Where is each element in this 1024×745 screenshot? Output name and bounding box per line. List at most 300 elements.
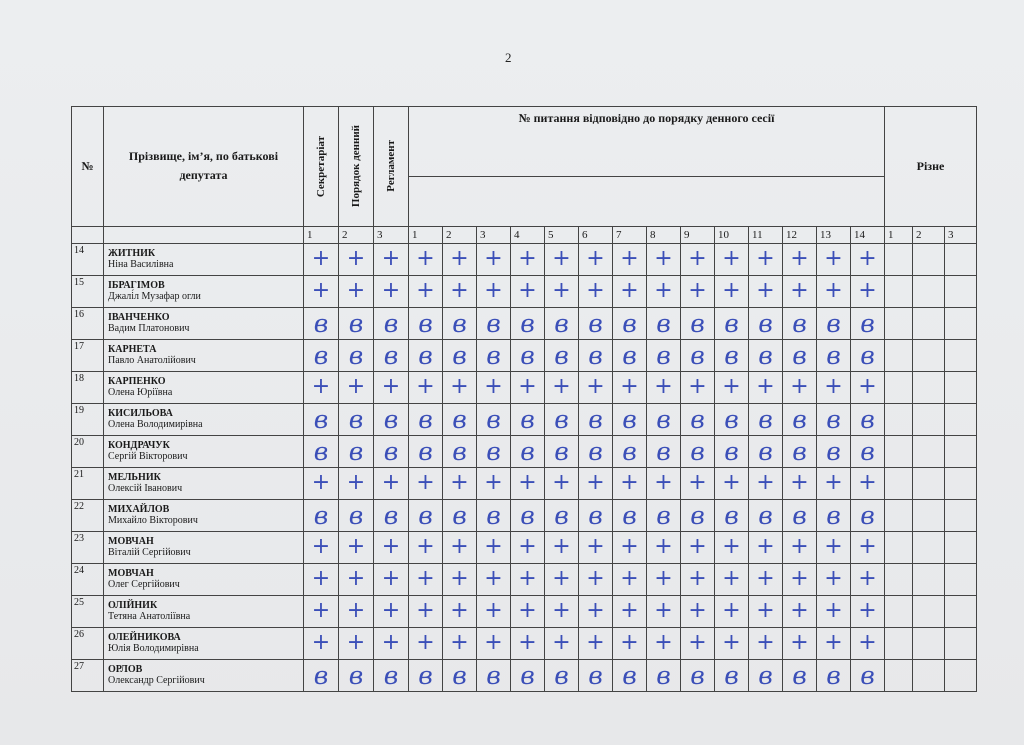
vote-mark: +	[374, 563, 409, 595]
deputy-name	[104, 243, 304, 275]
vote-mark: +	[304, 243, 339, 275]
vote-mark: +	[783, 371, 817, 403]
vote-mark: в	[477, 403, 511, 435]
vote-mark: в	[477, 659, 511, 691]
vote-mark: в	[339, 307, 374, 339]
misc-cell	[945, 499, 977, 531]
vote-mark: в	[681, 435, 715, 467]
vote-mark: +	[374, 595, 409, 627]
vote-mark: в	[851, 307, 885, 339]
vote-mark: в	[545, 499, 579, 531]
vote-mark: +	[715, 467, 749, 499]
vote-mark: в	[749, 403, 783, 435]
vote-mark: +	[339, 275, 374, 307]
vote-mark: +	[477, 467, 511, 499]
vote-mark: +	[339, 595, 374, 627]
deputy-name	[104, 531, 304, 563]
table-row	[72, 627, 977, 659]
vote-mark: в	[511, 499, 545, 531]
vote-mark: в	[783, 307, 817, 339]
vote-mark: в	[681, 499, 715, 531]
vote-mark: +	[681, 275, 715, 307]
vote-mark: +	[374, 531, 409, 563]
vote-mark: +	[647, 275, 681, 307]
vote-mark: в	[647, 307, 681, 339]
vote-mark: в	[477, 435, 511, 467]
vote-mark: +	[304, 371, 339, 403]
vote-mark: в	[443, 339, 477, 371]
vote-mark: в	[579, 659, 613, 691]
deputy-surname: ІВАНЧЕНКО	[108, 311, 170, 323]
vote-mark: в	[851, 339, 885, 371]
header-misc: Різне	[885, 107, 977, 227]
vote-mark: +	[443, 563, 477, 595]
deputy-given-name: Олена Володимирівна	[108, 419, 203, 430]
vote-mark: в	[409, 659, 443, 691]
vote-mark: +	[477, 627, 511, 659]
vote-mark: в	[817, 659, 851, 691]
vote-mark: +	[783, 595, 817, 627]
deputy-given-name: Олег Сергійович	[108, 579, 180, 590]
vote-mark: +	[545, 275, 579, 307]
misc-cell	[885, 339, 913, 371]
misc-cell	[945, 627, 977, 659]
vote-mark: в	[681, 659, 715, 691]
vote-mark: +	[443, 275, 477, 307]
vote-mark: в	[647, 499, 681, 531]
vote-mark: +	[749, 371, 783, 403]
deputy-surname: ОРЛОВ	[108, 663, 143, 675]
deputy-surname: МИХАЙЛОВ	[108, 503, 170, 515]
vote-mark: в	[783, 499, 817, 531]
vote-mark: +	[579, 371, 613, 403]
misc-cell	[913, 275, 945, 307]
vote-mark: +	[783, 627, 817, 659]
vote-mark: +	[477, 371, 511, 403]
header-name-line2: депутата	[179, 168, 228, 183]
table-row	[72, 243, 977, 275]
deputy-given-name: Ніна Василівна	[108, 259, 174, 270]
vote-mark: в	[783, 339, 817, 371]
row-number: 15	[72, 275, 104, 307]
vote-mark: +	[817, 275, 851, 307]
table-row	[72, 275, 977, 307]
table-row	[72, 435, 977, 467]
deputy-name	[104, 403, 304, 435]
vote-mark: в	[477, 339, 511, 371]
table-row	[72, 531, 977, 563]
vote-mark: +	[339, 243, 374, 275]
vote-mark: +	[647, 243, 681, 275]
vote-mark: +	[409, 371, 443, 403]
column-number: 5	[545, 226, 579, 243]
vote-mark: в	[817, 339, 851, 371]
misc-cell	[945, 563, 977, 595]
vote-mark: +	[647, 467, 681, 499]
row-number: 18	[72, 371, 104, 403]
vote-mark: в	[304, 499, 339, 531]
vote-mark: в	[817, 307, 851, 339]
vote-mark: в	[715, 403, 749, 435]
vote-mark: в	[851, 499, 885, 531]
vote-mark: +	[613, 531, 647, 563]
vote-mark: в	[647, 659, 681, 691]
vote-mark: +	[783, 467, 817, 499]
header-procedural-2: Порядок денний	[339, 107, 374, 227]
vote-mark: +	[579, 467, 613, 499]
deputy-given-name: Сергій Вікторович	[108, 451, 188, 462]
vote-mark: +	[374, 243, 409, 275]
deputy-surname: ОЛІЙНИК	[108, 599, 158, 611]
deputy-given-name: Павло Анатолійович	[108, 355, 196, 366]
vote-mark: в	[409, 499, 443, 531]
deputy-name	[104, 339, 304, 371]
misc-cell	[885, 371, 913, 403]
vote-mark: в	[715, 307, 749, 339]
vote-mark: в	[339, 403, 374, 435]
misc-cell	[913, 531, 945, 563]
header-name-line1: Прізвище, ім’я, по батькові	[128, 149, 279, 164]
vote-mark: +	[817, 531, 851, 563]
vote-mark: +	[783, 243, 817, 275]
deputy-given-name: Юлія Володимирівна	[108, 643, 199, 654]
deputy-given-name: Михайло Вікторович	[108, 515, 198, 526]
vote-mark: в	[409, 307, 443, 339]
deputy-surname: КОНДРАЧУК	[108, 439, 170, 451]
vote-mark: +	[545, 563, 579, 595]
column-number: 3	[945, 226, 977, 243]
misc-cell	[945, 275, 977, 307]
vote-mark: в	[579, 403, 613, 435]
vote-mark: +	[715, 371, 749, 403]
vote-mark: в	[613, 499, 647, 531]
misc-cell	[913, 403, 945, 435]
misc-cell	[885, 403, 913, 435]
vote-mark: в	[579, 435, 613, 467]
vote-mark: в	[304, 339, 339, 371]
misc-cell	[885, 243, 913, 275]
vote-mark: +	[409, 531, 443, 563]
column-number: 6	[579, 226, 613, 243]
column-number: 2	[443, 226, 477, 243]
misc-cell	[945, 467, 977, 499]
vote-mark: в	[443, 435, 477, 467]
vote-mark: +	[443, 531, 477, 563]
vote-mark: +	[477, 275, 511, 307]
row-number: 14	[72, 243, 104, 275]
vote-mark: +	[374, 275, 409, 307]
header-procedural-3: Регламент	[374, 107, 409, 227]
vote-mark: в	[749, 499, 783, 531]
vote-mark: +	[579, 563, 613, 595]
misc-cell	[913, 371, 945, 403]
vote-mark: +	[715, 243, 749, 275]
vote-mark: +	[339, 531, 374, 563]
vote-mark: +	[715, 563, 749, 595]
vote-mark: +	[443, 243, 477, 275]
vote-mark: в	[304, 307, 339, 339]
vote-mark: +	[613, 275, 647, 307]
vote-mark: +	[339, 467, 374, 499]
vote-mark: в	[443, 307, 477, 339]
misc-cell	[885, 499, 913, 531]
column-number: 7	[613, 226, 647, 243]
vote-mark: +	[613, 627, 647, 659]
vote-mark: +	[477, 531, 511, 563]
vote-mark: +	[304, 467, 339, 499]
vote-mark: в	[681, 307, 715, 339]
vote-mark: +	[374, 371, 409, 403]
misc-cell	[913, 339, 945, 371]
row-number: 23	[72, 531, 104, 563]
vote-mark: в	[647, 403, 681, 435]
deputy-name	[104, 595, 304, 627]
vote-mark: +	[851, 563, 885, 595]
vote-mark: +	[613, 371, 647, 403]
misc-cell	[913, 595, 945, 627]
column-number: 4	[511, 226, 545, 243]
vote-mark: в	[409, 403, 443, 435]
deputy-given-name: Олександр Сергійович	[108, 675, 205, 686]
deputy-surname: ОЛЕЙНИКОВА	[108, 631, 181, 643]
vote-mark: +	[749, 275, 783, 307]
vote-mark: +	[817, 595, 851, 627]
vote-mark: в	[749, 435, 783, 467]
vote-mark: +	[749, 563, 783, 595]
vote-mark: +	[681, 595, 715, 627]
vote-mark: в	[817, 499, 851, 531]
vote-mark: в	[681, 339, 715, 371]
vote-mark: в	[783, 659, 817, 691]
row-number: 21	[72, 467, 104, 499]
misc-cell	[913, 627, 945, 659]
vote-mark: в	[613, 307, 647, 339]
misc-cell	[945, 659, 977, 691]
vote-mark: в	[374, 307, 409, 339]
vote-mark: в	[749, 659, 783, 691]
vote-mark: в	[817, 435, 851, 467]
vote-mark: +	[304, 627, 339, 659]
vote-mark: в	[851, 659, 885, 691]
vote-mark: в	[715, 435, 749, 467]
vote-mark: +	[613, 243, 647, 275]
misc-cell	[945, 435, 977, 467]
deputy-given-name: Вадим Платонович	[108, 323, 190, 334]
vote-mark: +	[511, 243, 545, 275]
vote-mark: +	[477, 595, 511, 627]
deputy-surname: МОВЧАН	[108, 535, 154, 547]
misc-cell	[945, 307, 977, 339]
column-number: 12	[783, 226, 817, 243]
vote-mark: +	[545, 243, 579, 275]
misc-cell	[945, 243, 977, 275]
deputy-surname: КАРНЕТА	[108, 343, 157, 355]
misc-cell	[913, 499, 945, 531]
misc-cell	[885, 627, 913, 659]
misc-cell	[885, 307, 913, 339]
vote-mark: в	[511, 307, 545, 339]
column-number: 3	[477, 226, 511, 243]
vote-mark: в	[545, 659, 579, 691]
column-number: 1	[304, 226, 339, 243]
vote-mark: в	[477, 307, 511, 339]
vote-mark: +	[339, 627, 374, 659]
table-row	[72, 467, 977, 499]
column-number: 14	[851, 226, 885, 243]
vote-mark: в	[304, 403, 339, 435]
vote-mark: +	[511, 627, 545, 659]
misc-cell	[885, 467, 913, 499]
vote-mark: в	[304, 435, 339, 467]
misc-cell	[885, 435, 913, 467]
vote-mark: +	[339, 563, 374, 595]
row-number: 26	[72, 627, 104, 659]
vote-mark: +	[579, 595, 613, 627]
vote-mark: в	[851, 435, 885, 467]
vote-mark: в	[851, 403, 885, 435]
vote-mark: в	[443, 659, 477, 691]
vote-mark: +	[477, 563, 511, 595]
vote-mark: в	[817, 403, 851, 435]
vote-mark: в	[304, 659, 339, 691]
row-number: 17	[72, 339, 104, 371]
table-row	[72, 563, 977, 595]
vote-mark: +	[579, 275, 613, 307]
misc-cell	[913, 435, 945, 467]
vote-mark: +	[545, 627, 579, 659]
vote-mark: +	[851, 595, 885, 627]
deputy-surname: ЖИТНИК	[108, 247, 156, 259]
vote-mark: в	[339, 499, 374, 531]
vote-mark: в	[374, 339, 409, 371]
vote-mark: +	[304, 563, 339, 595]
vote-mark: +	[681, 627, 715, 659]
vote-mark: в	[545, 339, 579, 371]
vote-mark: +	[681, 467, 715, 499]
misc-cell	[945, 339, 977, 371]
vote-mark: в	[749, 339, 783, 371]
deputy-surname: КАРПЕНКО	[108, 375, 166, 387]
header-num: №	[72, 107, 104, 227]
vote-mark: +	[579, 243, 613, 275]
vote-mark: +	[443, 467, 477, 499]
deputy-surname: ІБРАГІМОВ	[108, 279, 165, 291]
table-row	[72, 403, 977, 435]
vote-mark: в	[511, 659, 545, 691]
deputy-given-name: Олексій Іванович	[108, 483, 183, 494]
vote-mark: +	[409, 563, 443, 595]
vote-mark: +	[339, 371, 374, 403]
vote-mark: +	[443, 595, 477, 627]
vote-mark: +	[647, 371, 681, 403]
deputy-given-name: Віталій Сергійович	[108, 547, 191, 558]
vote-mark: +	[511, 563, 545, 595]
vote-mark: +	[511, 531, 545, 563]
misc-cell	[885, 659, 913, 691]
table-row	[72, 499, 977, 531]
deputy-name	[104, 467, 304, 499]
misc-cell	[945, 595, 977, 627]
header-name	[104, 107, 304, 227]
vote-mark: +	[715, 275, 749, 307]
vote-mark: в	[647, 339, 681, 371]
vote-mark: в	[749, 307, 783, 339]
misc-cell	[945, 531, 977, 563]
vote-mark: +	[545, 371, 579, 403]
misc-cell	[945, 403, 977, 435]
misc-cell	[913, 467, 945, 499]
vote-mark: +	[851, 243, 885, 275]
deputy-surname: МЕЛЬНИК	[108, 471, 161, 483]
vote-mark: +	[545, 595, 579, 627]
page-number: 2	[505, 50, 512, 65]
header-agenda-blank	[409, 126, 885, 176]
vote-mark: +	[579, 531, 613, 563]
row-number: 22	[72, 499, 104, 531]
vote-mark: в	[613, 659, 647, 691]
vote-mark: +	[715, 531, 749, 563]
column-number: 3	[374, 226, 409, 243]
row-number: 25	[72, 595, 104, 627]
vote-mark: в	[579, 499, 613, 531]
vote-mark: в	[409, 435, 443, 467]
vote-mark: +	[647, 627, 681, 659]
misc-cell	[913, 659, 945, 691]
misc-cell	[885, 275, 913, 307]
vote-mark: в	[511, 435, 545, 467]
deputy-given-name: Олена Юріївна	[108, 387, 173, 398]
vote-mark: в	[374, 403, 409, 435]
vote-mark: в	[783, 435, 817, 467]
misc-cell	[913, 243, 945, 275]
deputy-name	[104, 275, 304, 307]
column-number: 11	[749, 226, 783, 243]
vote-mark: +	[409, 275, 443, 307]
table-row	[72, 339, 977, 371]
deputy-given-name: Джалі́л Музафар огли	[108, 291, 201, 302]
vote-mark: +	[749, 467, 783, 499]
deputy-surname: КИСИЛЬОВА	[108, 407, 173, 419]
table-row	[72, 371, 977, 403]
vote-mark: +	[374, 467, 409, 499]
vote-mark: +	[783, 275, 817, 307]
vote-mark: +	[409, 627, 443, 659]
table-row	[72, 659, 977, 691]
vote-mark: +	[715, 627, 749, 659]
row-number: 16	[72, 307, 104, 339]
deputy-name	[104, 435, 304, 467]
misc-cell	[913, 563, 945, 595]
header-agenda: № питання відповідно до порядку денного сесії	[409, 107, 885, 127]
deputy-name	[104, 371, 304, 403]
vote-mark: +	[647, 563, 681, 595]
vote-mark: +	[749, 595, 783, 627]
vote-mark: +	[647, 595, 681, 627]
table-row	[72, 307, 977, 339]
vote-mark: +	[715, 595, 749, 627]
vote-mark: в	[443, 499, 477, 531]
column-number: 1	[409, 226, 443, 243]
vote-mark: +	[851, 627, 885, 659]
misc-cell	[945, 371, 977, 403]
column-number: 1	[885, 226, 913, 243]
vote-mark: в	[715, 499, 749, 531]
vote-mark: +	[613, 467, 647, 499]
vote-mark: в	[374, 659, 409, 691]
deputy-surname: МОВЧАН	[108, 567, 154, 579]
vote-mark: +	[851, 371, 885, 403]
vote-mark: в	[477, 499, 511, 531]
